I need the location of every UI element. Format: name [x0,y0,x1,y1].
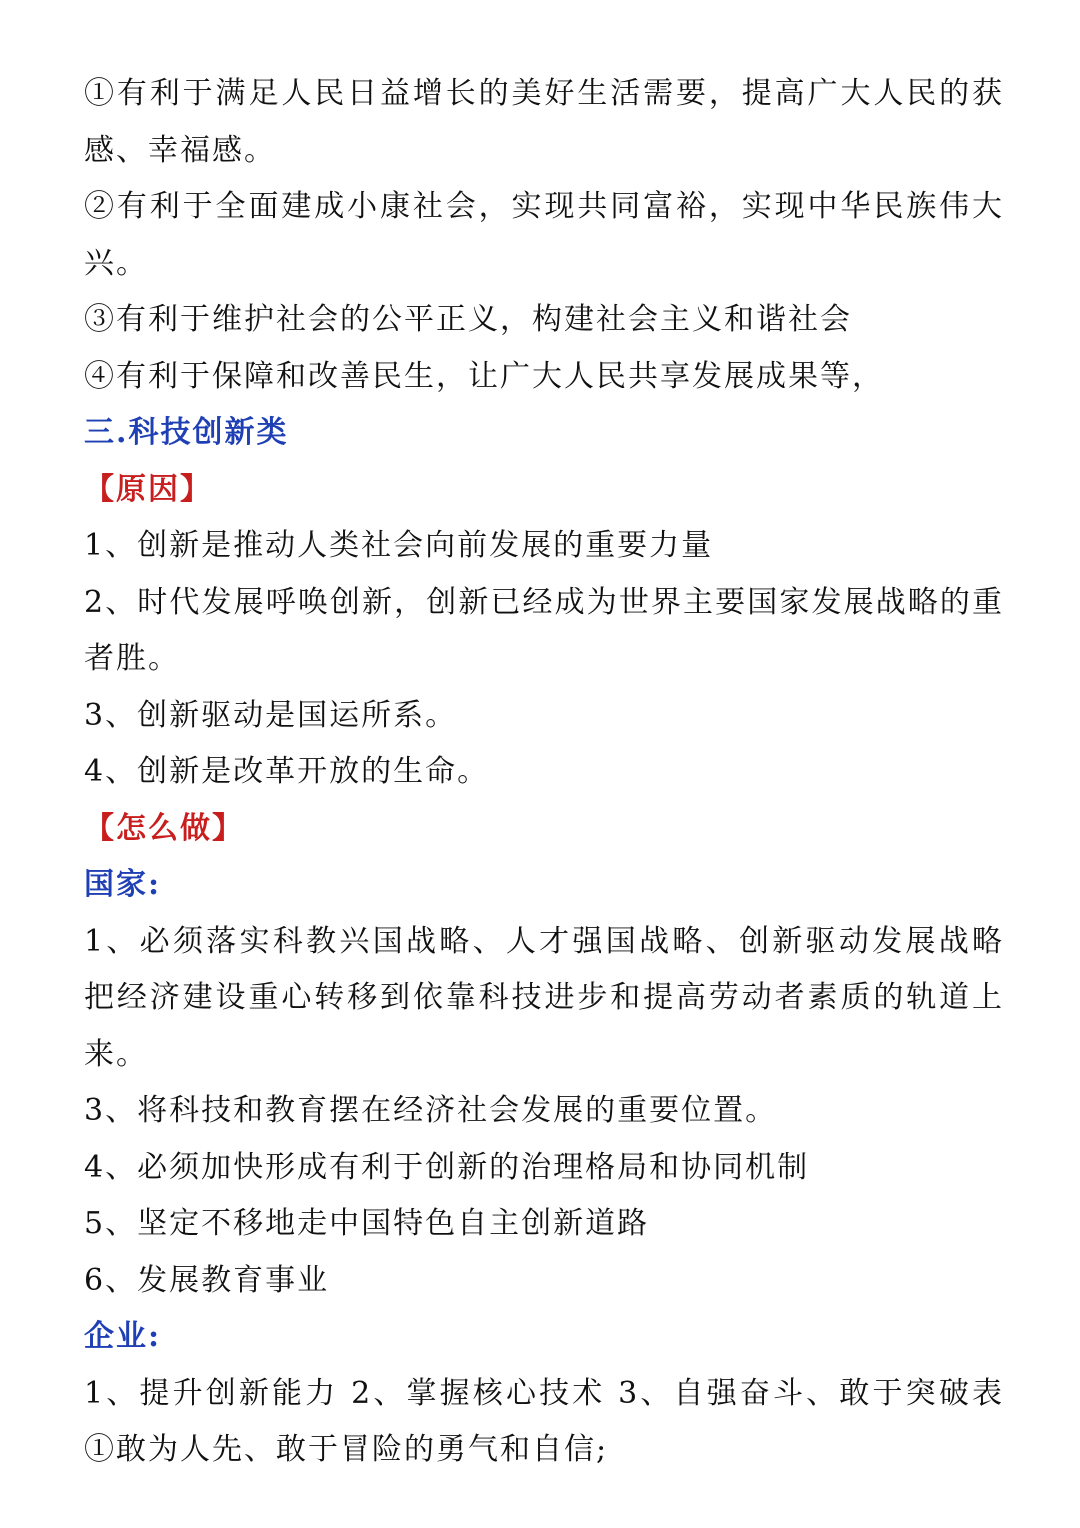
country-item-1: 1、必须落实科教兴国战略、人才强国战略、创新驱动发展战略 [84,923,1004,959]
country-item-6: 6、发展教育事业 [84,1262,330,1298]
section-heading-tech-innovation: 三.科技创新类 [84,415,289,450]
reason-item-2-cont: 者胜。 [84,641,180,676]
country-item-2: 把经济建设重心转移到依靠科技进步和提高劳动者素质的轨道上 [84,980,1004,1015]
country-item-4: 4、必须加快形成有利于创新的治理格局和协同机制 [84,1149,810,1185]
country-item-3: 3、将科技和教育摆在经济社会发展的重要位置。 [84,1093,778,1128]
enterprise-item-2: ①敢为人先、敢于冒险的勇气和自信; [84,1432,609,1467]
reason-item-2: 2、时代发展呼唤创新，创新已经成为世界主要国家发展战略的重 [84,584,1004,620]
reason-item-1: 1、创新是推动人类社会向前发展的重要力量 [84,528,714,563]
subheading-reasons: 【原因】 [84,471,212,507]
benefit-item-1: ①有利于满足人民日益增长的美好生活需要，提高广大人民的获 [84,76,1004,111]
subheading-how-to: 【怎么做】 [84,810,244,846]
reason-item-3: 3、创新驱动是国运所系。 [84,697,458,733]
country-item-2-cont: 来。 [84,1036,148,1072]
benefit-item-2-cont: 兴。 [84,245,148,281]
benefit-item-4: ④有利于保障和改善民生，让广大人民共享发展成果等， [84,358,884,394]
document-page [84,66,1004,1479]
country-item-5: 5、坚定不移地走中国特色自主创新道路 [84,1206,650,1241]
benefit-item-1-cont: 感、幸福感。 [84,132,276,168]
reason-item-4: 4、创新是改革开放的生命。 [84,754,490,789]
subheading-enterprise: 企业: [84,1319,162,1354]
subheading-country: 国家: [84,867,162,902]
enterprise-item-1: 1、提升创新能力 2、掌握核心技术 3、自强奋斗、敢于突破表 [84,1375,1004,1411]
benefit-item-2: ②有利于全面建成小康社会，实现共同富裕，实现中华民族伟大 [84,189,1004,224]
benefit-item-3: ③有利于维护社会的公平正义，构建社会主义和谐社会 [84,302,852,337]
